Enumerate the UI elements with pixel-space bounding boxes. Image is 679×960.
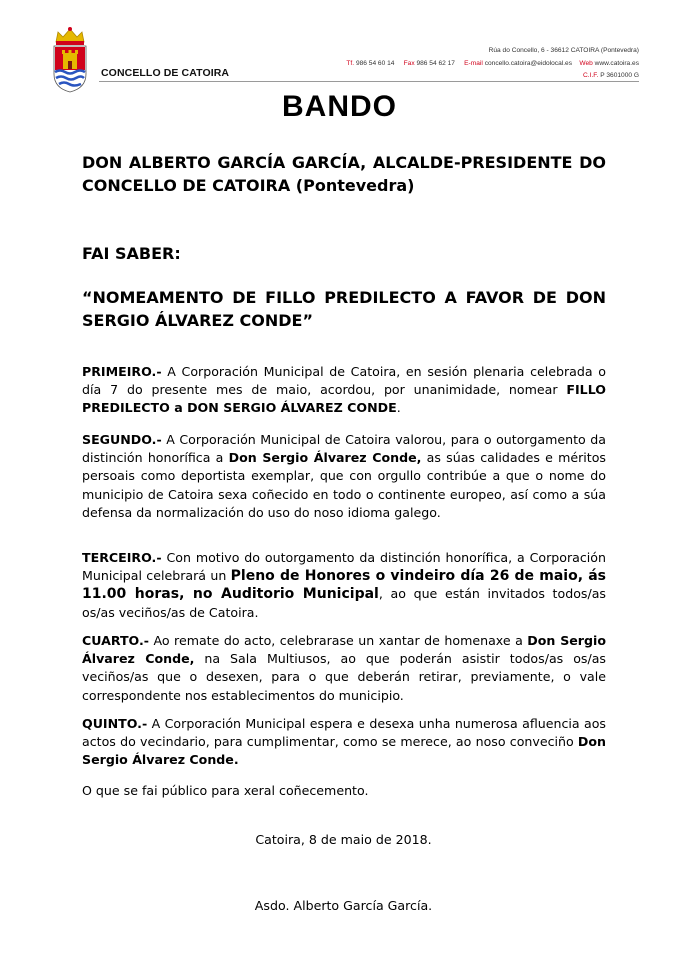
paragraph-segundo — [82, 431, 606, 522]
date-text: Catoira, 8 de maio de 2018. — [255, 832, 432, 847]
paragraph-primeiro — [82, 363, 606, 418]
date-line — [0, 832, 679, 847]
closing-statement: O que se fai público para xeral coñecemento. — [82, 783, 369, 798]
signature-text: Asdo. Alberto García García. — [254, 898, 433, 913]
email-value[interactable]: concello.catoira@eidolocal.es — [484, 60, 573, 67]
quinto-label: QUINTO.- — [82, 716, 148, 731]
cif-value: P 3601000 G — [600, 72, 639, 79]
contact-address: Rúa do Concello, 6 - 36612 CATOIRA (Pontevedra) — [488, 47, 639, 54]
council-name: CONCELLO DE CATOIRA — [101, 67, 230, 79]
terceiro-text-2: , ao que están invitados todos/as os/as veciños/as de Catoira. — [82, 586, 606, 620]
tel-value: 986 54 60 14 — [355, 60, 395, 67]
contact-line — [346, 60, 639, 67]
primeiro-label: PRIMEIRO.- — [82, 364, 162, 379]
municipal-crest-icon — [50, 26, 90, 94]
contact-cif — [583, 72, 639, 79]
segundo-label: SEGUNDO.- — [82, 432, 162, 447]
primeiro-bold-1: FILLO PREDILECTO a DON SERGIO ÁLVAREZ CONDE — [82, 382, 606, 416]
cif-label: C.I.F. — [583, 72, 599, 79]
signature-line — [0, 898, 679, 913]
primeiro-text-1: A Corporación Municipal de Catoira, en sesión plenaria celebrada o día 7 do presente mes de maio, acordou, por unanimidade, nomear — [82, 364, 606, 398]
terceiro-label: TERCEIRO.- — [82, 550, 162, 565]
email-label: E-mail — [464, 60, 483, 67]
web-label: Web — [579, 60, 593, 67]
cuarto-bold-1: Don Sergio Álvarez Conde, — [82, 633, 606, 667]
paragraph-cuarto — [82, 632, 606, 705]
quinto-text-1: A Corporación Municipal espera e desexa unha numerosa afluencia aos actos do vecindario, para cumplimentar, como se merece, ao noso conveciño — [82, 716, 606, 750]
document-title: BANDO — [282, 90, 397, 123]
announce-heading: FAI SABER: — [82, 244, 181, 263]
fax-label: Fax — [403, 60, 415, 67]
terceiro-bold-1: Pleno de Honores o vindeiro día 26 de maio, ás 11.00 horas, no Auditorio Municipal — [82, 568, 607, 603]
fax-value: 986 54 62 17 — [416, 60, 455, 67]
cuarto-text-2: na Sala Multiusos, ao que poderán asistir todos/as os/as veciños/as que o desexen, para o que deberán retirar, previamente, o vale correspondente nos establecimentos do municipio. — [82, 651, 606, 703]
segundo-text-1: A Corporación Municipal de Catoira valorou, para o outorgamento da distinción honorífica a — [82, 432, 606, 466]
primeiro-text-2: . — [396, 400, 401, 416]
issuer-heading: DON ALBERTO GARCÍA GARCÍA, ALCALDE-PRESIDENTE DO CONCELLO DE CATOIRA (Pontevedra) — [82, 153, 606, 195]
paragraph-quinto — [82, 715, 606, 770]
web-value[interactable]: www.catoira.es — [594, 60, 639, 67]
terceiro-text-1: Con motivo do outorgamento da distinción honorífica, a Corporación Municipal celebrará un — [82, 550, 606, 584]
segundo-bold-1: Don Sergio Álvarez Conde, — [228, 450, 422, 466]
segundo-text-2: as súas calidades e méritos persoais como deportista exemplar, que con orgullo contribúe a que o nome do municipio de Catoira sexa coñecido en todo o continente europeo, así como a súa defensa da normalización do uso do noso idioma galego. — [82, 450, 606, 520]
header-divider — [99, 81, 639, 82]
quinto-bold-1: Don Sergio Álvarez Conde. — [82, 734, 606, 768]
cuarto-label: CUARTO.- — [82, 633, 149, 648]
subject-heading: “NOMEAMENTO DE FILLO PREDILECTO A FAVOR DE DON SERGIO ÁLVAREZ CONDE” — [82, 288, 606, 330]
tel-label: Tf. — [346, 60, 355, 67]
paragraph-terceiro — [82, 549, 606, 622]
cuarto-text-1: Ao remate do acto, celebrarase un xantar de homenaxe a — [149, 633, 528, 648]
